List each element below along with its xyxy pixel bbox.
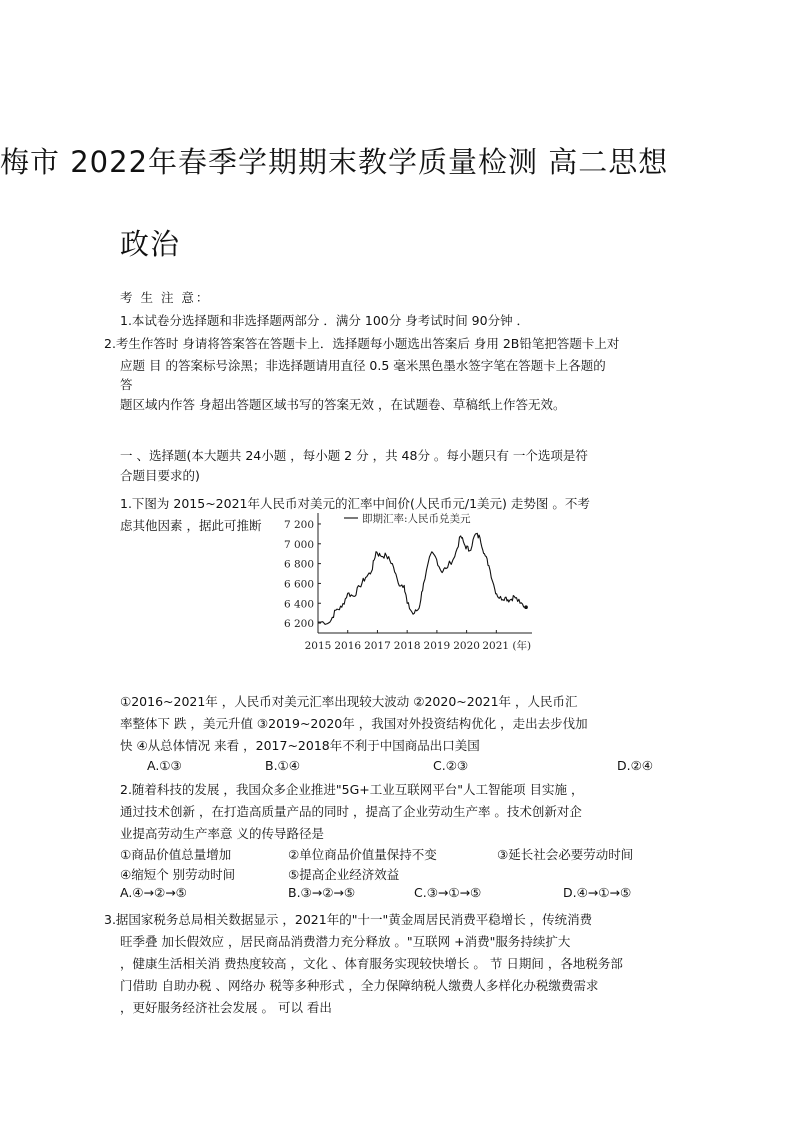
question-3-stem-line5: ，更好服务经济社会发展 。 可以 看出 bbox=[120, 1000, 332, 1015]
exchange-rate-chart bbox=[280, 505, 550, 655]
question-2-choice-b: B.③→②→⑤ bbox=[288, 885, 356, 900]
series-end-point bbox=[524, 605, 528, 609]
question-3-stem-line2: 旺季叠 加长假效应 ，居民商品消费潜力充分释放 。"互联网 +消费"服务持续扩大 bbox=[120, 934, 571, 949]
y-tick-label: 6 800 bbox=[283, 558, 314, 571]
notice-item-2-line2: 应题 目 的答案标号涂黑；非选择题请用直径 0.5 毫米黑色墨水签字笔在答题卡上各题的 bbox=[120, 358, 606, 373]
question-1-choice-d: D.②④ bbox=[617, 758, 654, 773]
section-heading-line1: 一 、选择题(本大题共 24小题 ，每小题 2 分 ，共 48分 。每小题只有 一个选项是符 bbox=[120, 448, 588, 463]
question-1-option-line3: 快 ④从总体情况 来看 ，2017~2018年不利于中国商品出口美国 bbox=[120, 738, 480, 753]
page-title-line1: 梅市 2022年春季学期期末教学质量检测 高二思想 bbox=[0, 145, 669, 179]
x-tick-label: 2018 bbox=[393, 640, 421, 652]
question-2-choice-a: A.④→②→⑤ bbox=[120, 885, 187, 900]
question-2-stem-line2: 通过技术创新 ，在打造高质量产品的同时 ，提高了企业劳动生产率 。技术创新对企 bbox=[120, 804, 582, 819]
page-title-line2: 政治 bbox=[120, 227, 181, 261]
notice-heading: 考 生 注 意： bbox=[120, 290, 211, 305]
question-1-choice-c: C.②③ bbox=[433, 758, 469, 773]
y-tick-label: 6 600 bbox=[283, 578, 314, 591]
legend-label: 即期汇率:人民币兑美元 bbox=[362, 513, 471, 525]
y-tick-label: 7 200 bbox=[283, 518, 314, 531]
question-2-item-1: ①商品价值总量增加 bbox=[120, 847, 232, 862]
question-3-stem-line3: ，健康生活相关消 费热度较高 ，文化 、体育服务实现较快增长 。 节 日期间 ，各地税务部 bbox=[120, 956, 623, 971]
x-tick-label: 2017 bbox=[364, 640, 391, 652]
question-1-choice-b: B.①④ bbox=[265, 758, 300, 773]
question-2-item-5: ⑤提高企业经济效益 bbox=[288, 867, 400, 882]
x-tick-label: 2015 bbox=[304, 640, 332, 652]
question-3-stem-line4: 门借助 自助办税 、网络办 税等多种形式 ，全力保障纳税人缴费人多样化办税缴费需求 bbox=[120, 978, 599, 993]
notice-item-2-line1: 2.考生作答时 身请将答案答在答题卡上．选择题每小题选出答案后 身用 2B铅笔把答题卡上对 bbox=[104, 336, 620, 351]
x-tick-label: 2021 (年) bbox=[482, 640, 532, 652]
y-axis bbox=[284, 513, 321, 633]
question-2-stem-line1: 2.随着科技的发展 ，我国众多企业推进"5G+工业互联网平台"人工智能项 目实施 ， bbox=[120, 782, 584, 797]
y-tick-label: 6 400 bbox=[283, 598, 314, 611]
notice-item-2-line4: 题区域内作答 身超出答题区域书写的答案无效 ，在试题卷、草稿纸上作答无效。 bbox=[120, 397, 566, 412]
question-1-choice-a: A.①③ bbox=[147, 758, 182, 773]
y-tick-label: 6 200 bbox=[283, 618, 314, 631]
series-group bbox=[318, 533, 528, 624]
question-2-item-3: ③延长社会必要劳动时间 bbox=[497, 847, 634, 862]
notice-item-1: 1.本试卷分选择题和非选择题两部分 ．满分 100分 身考试时间 90分钟 ． bbox=[120, 313, 530, 328]
series-line bbox=[318, 533, 526, 624]
question-2-item-2: ②单位商品价值量保持不变 bbox=[288, 847, 437, 862]
x-axis bbox=[305, 630, 532, 652]
x-tick-label: 2020 bbox=[453, 640, 480, 652]
question-2-choice-c: C.③→①→⑤ bbox=[414, 885, 482, 900]
y-tick-label: 7 000 bbox=[283, 538, 314, 551]
x-tick-label: 2016 bbox=[334, 640, 362, 652]
notice-item-2-line3: 答 bbox=[120, 377, 133, 392]
chart-legend bbox=[344, 512, 471, 525]
question-3-stem-line1: 3.据国家税务总局相关数据显示 ，2021年的"十一"黄金周居民消费平稳增长 ，传统消费 bbox=[104, 912, 593, 927]
section-heading-line2: 合题目要求的) bbox=[120, 468, 200, 483]
question-2-stem-line3: 业提高劳动生产率意 义的传导路径是 bbox=[120, 826, 324, 841]
question-2-item-4: ④缩短个 别劳动时间 bbox=[120, 867, 236, 882]
question-1-option-line2: 率整体下 跌 ，美元升值 ③2019~2020年 ，我国对外投资结构优化 ，走出去步伐加 bbox=[120, 716, 588, 731]
question-1-stem-line1: 1.下图为 2015~2021年人民币对美元的汇率中间价(人民币元/1美元) 走势图 。不考 bbox=[120, 496, 590, 511]
question-1-option-line1: ①2016~2021年 ，人民币对美元汇率出现较大波动 ②2020~2021年 ，人民币汇 bbox=[120, 694, 578, 709]
question-2-choice-d: D.④→①→⑤ bbox=[563, 885, 632, 900]
question-1-stem-line2: 虑其他因素 ，据此可推断 bbox=[120, 518, 262, 533]
x-tick-label: 2019 bbox=[423, 640, 451, 652]
